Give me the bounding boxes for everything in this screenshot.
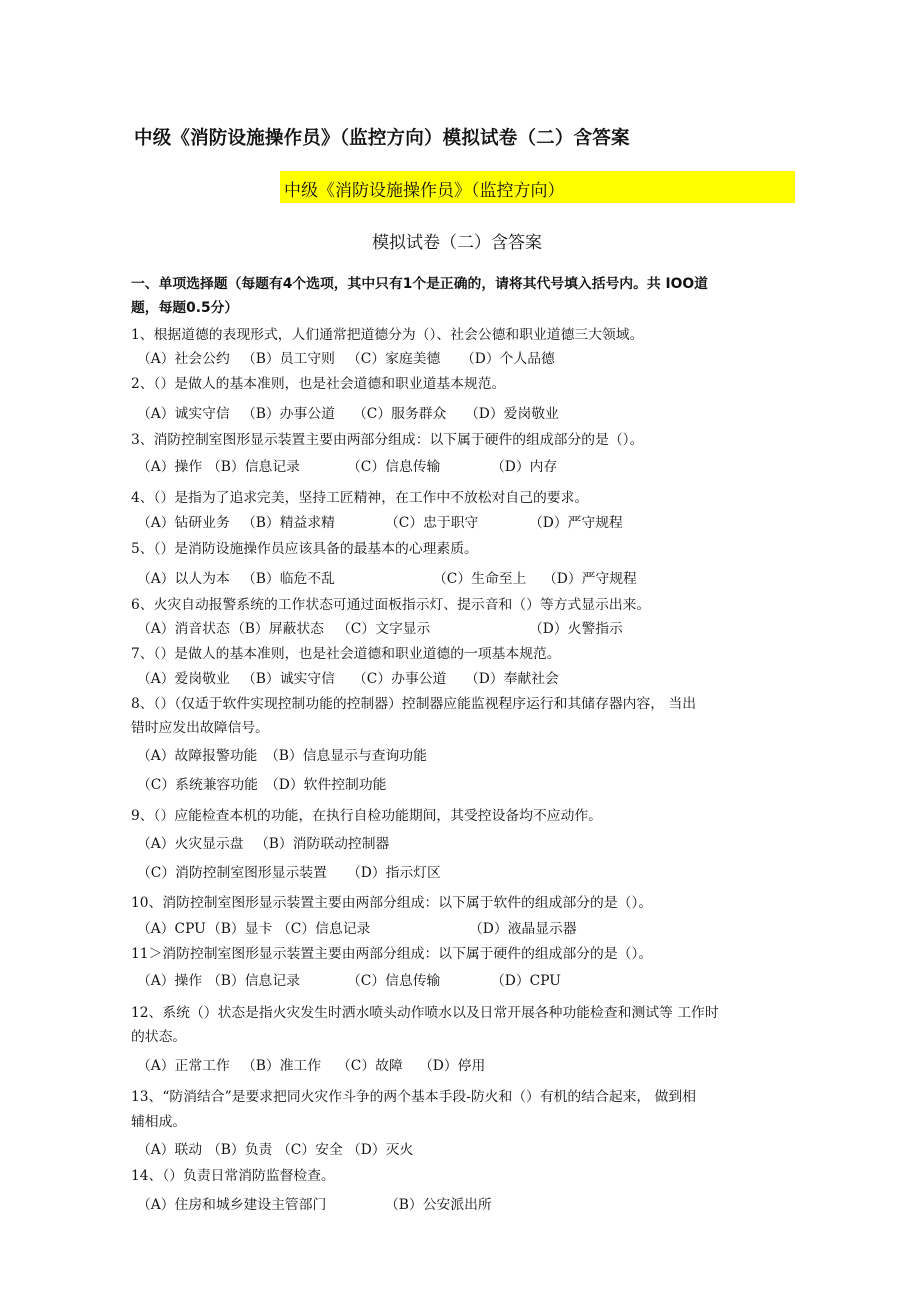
option: （D）停用 bbox=[419, 1058, 486, 1074]
option: （B）信息记录 bbox=[207, 973, 300, 989]
option: （B）办事公道 bbox=[242, 406, 335, 422]
option: （A）消音状态 bbox=[137, 621, 230, 637]
question-stem-continued: 辅相成。 bbox=[131, 1114, 187, 1130]
option: （B）屏蔽状态 bbox=[231, 621, 324, 637]
option: （D）液晶显示器 bbox=[469, 921, 577, 937]
option: （B）显卡 bbox=[207, 921, 273, 937]
option: （D）奉献社会 bbox=[465, 671, 559, 687]
option: （B）负责 bbox=[207, 1142, 273, 1158]
option: （C）消防控制室图形显示装置 bbox=[137, 865, 327, 881]
option: （A）住房和城乡建设主管部门 bbox=[137, 1197, 327, 1213]
question-stem: 1、根据道德的表现形式，人们通常把道德分为（）、社会公德和职业道德三大领域。 bbox=[131, 327, 644, 343]
option: （B）准工作 bbox=[242, 1058, 322, 1074]
question-stem: 2、（）是做人的基本准则，也是社会道德和职业道基本规范。 bbox=[131, 376, 506, 392]
option: （C）故障 bbox=[337, 1058, 403, 1074]
option: （C）信息传输 bbox=[347, 973, 441, 989]
option: （C）信息记录 bbox=[277, 921, 371, 937]
option: （C）信息传输 bbox=[347, 459, 441, 475]
option: （D）指示灯区 bbox=[347, 865, 441, 881]
question-stem: 12、系统（）状态是指火灾发生时洒水喷头动作喷水以及日常开展各种功能检查和测试等 工作时 bbox=[131, 1005, 719, 1021]
option: （D）灭火 bbox=[347, 1142, 414, 1158]
option: （D）软件控制功能 bbox=[265, 777, 387, 793]
option: （B）信息记录 bbox=[207, 459, 300, 475]
option: （A）钻研业务 bbox=[137, 515, 230, 531]
option: （A）操作 bbox=[137, 973, 203, 989]
option: （D）火警指示 bbox=[529, 621, 623, 637]
question-stem: 11＞消防控制室图形显示装置主要由两部分组成：以下属于硬件的组成部分的是（）。 bbox=[131, 946, 653, 962]
option: （A）CPU bbox=[137, 921, 206, 937]
option: （A）诚实守信 bbox=[137, 406, 230, 422]
option: （B）信息显示与查询功能 bbox=[265, 748, 427, 764]
option: （B）员工守则 bbox=[242, 351, 335, 367]
exam-subtitle: 模拟试卷（二）含答案 bbox=[372, 233, 542, 253]
option: （A）以人为本 bbox=[137, 571, 230, 587]
question-stem: 13、“防消结合”是要求把同火灾作斗争的两个基本手段-防火和（）有机的结合起来， 做到相 bbox=[131, 1089, 696, 1105]
option: （A）爱岗敬业 bbox=[137, 671, 230, 687]
question-stem: 6、火灾自动报警系统的工作状态可通过面板指示灯、提示音和（）等方式显示出来。 bbox=[131, 597, 651, 613]
question-stem-continued: 的状态。 bbox=[131, 1029, 187, 1045]
option: （C）安全 bbox=[277, 1142, 343, 1158]
option: （C）办事公道 bbox=[353, 671, 447, 687]
question-stem: 7、（）是做人的基本准则，也是社会道德和职业道德的一项基本规范。 bbox=[131, 646, 561, 662]
option: （C）忠于职守 bbox=[385, 515, 479, 531]
question-stem: 5、（）是消防设施操作员应该具备的最基本的心理素质。 bbox=[131, 541, 478, 557]
section-heading-line: 一、单项选择题（每题有4个选项，其中只有1个是正确的，请将其代号填入括号内。共 IOO道 bbox=[131, 276, 708, 292]
question-stem: 4、（）是指为了追求完美，坚持工匠精神，在工作中不放松对自己的要求。 bbox=[131, 490, 589, 506]
question-stem: 8、（）（仅适于软件实现控制功能的控制器）控制器应能监视程序运行和其储存器内容， 当出 bbox=[131, 696, 697, 712]
option: （D）个人品德 bbox=[461, 351, 555, 367]
option: （A）火灾显示盘 bbox=[137, 836, 244, 852]
option: （C）文字显示 bbox=[337, 621, 431, 637]
question-stem: 14、（）负责日常消防监督检查。 bbox=[131, 1168, 335, 1184]
document-title: 中级《消防设施操作员》（监控方向）模拟试卷（二）含答案 bbox=[134, 128, 630, 149]
option: （B）精益求精 bbox=[242, 515, 335, 531]
option: （B）诚实守信 bbox=[242, 671, 335, 687]
option: （A）正常工作 bbox=[137, 1058, 230, 1074]
option: （B）临危不乱 bbox=[242, 571, 335, 587]
option: （C）服务群众 bbox=[353, 406, 447, 422]
question-stem-continued: 错时应发出故障信号。 bbox=[131, 720, 269, 736]
option: （A）故障报警功能 bbox=[137, 748, 258, 764]
option: （A）社会公约 bbox=[137, 351, 230, 367]
option: （D）内存 bbox=[491, 459, 558, 475]
option: （D）爱岗敬业 bbox=[465, 406, 559, 422]
highlighted-title: 中级《消防设施操作员》（监控方向） bbox=[284, 181, 565, 201]
option: （D）严守规程 bbox=[543, 571, 637, 587]
option: （D）CPU bbox=[491, 973, 561, 989]
section-heading-line: 题，每题0.5分） bbox=[131, 300, 239, 316]
question-stem: 10、消防控制室图形显示装置主要由两部分组成：以下属于软件的组成部分的是（）。 bbox=[131, 895, 653, 911]
question-stem: 3、消防控制室图形显示装置主要由两部分组成：以下属于硬件的组成部分的是（）。 bbox=[131, 432, 644, 448]
option: （B）消防联动控制器 bbox=[255, 836, 390, 852]
option: （A）联动 bbox=[137, 1142, 203, 1158]
option: （A）操作 bbox=[137, 459, 203, 475]
section-heading bbox=[131, 272, 791, 320]
option: （B）公安派出所 bbox=[385, 1197, 492, 1213]
option: （D）严守规程 bbox=[529, 515, 623, 531]
option: （C）家庭美德 bbox=[347, 351, 441, 367]
question-stem: 9、（）应能检查本机的功能，在执行自检功能期间，其受控设备均不应动作。 bbox=[131, 808, 602, 824]
option: （C）生命至上 bbox=[433, 571, 527, 587]
option: （C）系统兼容功能 bbox=[137, 777, 258, 793]
